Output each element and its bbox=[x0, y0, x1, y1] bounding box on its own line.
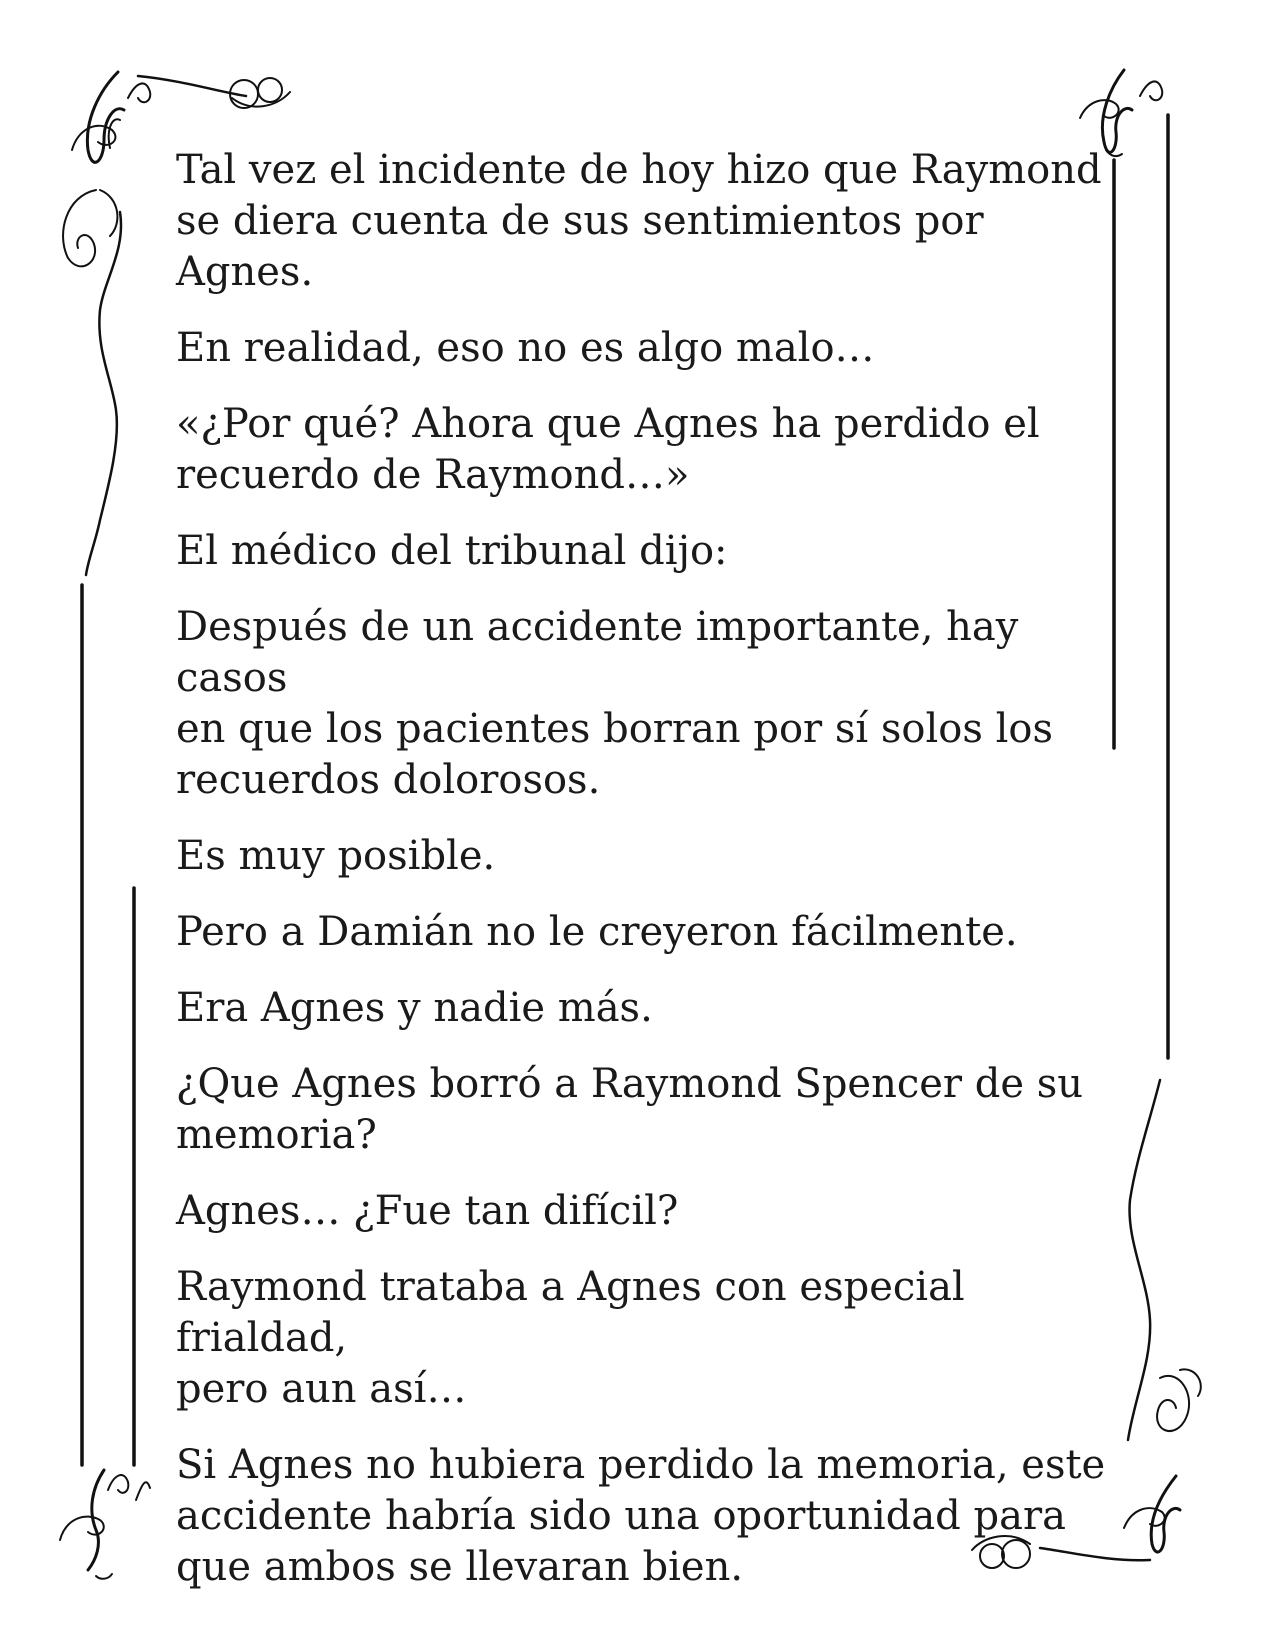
paragraph-6: Es muy posible. bbox=[176, 833, 496, 879]
paragraph-7: Pero a Damián no le creyeron fácilmente. bbox=[176, 909, 1018, 955]
paragraph-2: En realidad, eso no es algo malo… bbox=[176, 325, 875, 371]
paragraph-1: Tal vez el incidente de hoy hizo que Raymond se diera cuenta de sus sentimientos por Agnes. bbox=[176, 147, 1102, 295]
paragraph-12: Si Agnes no hubiera perdido la memoria, este accidente habría sido una oportunidad para que ambos se llevaran bien. bbox=[176, 1442, 1106, 1590]
paragraph-11: Raymond trataba a Agnes con especial frialdad, pero aun así… bbox=[176, 1264, 965, 1412]
paragraph-9: ¿Que Agnes borró a Raymond Spencer de su memoria? bbox=[176, 1061, 1084, 1158]
top-right-flourish-ornament bbox=[1080, 70, 1162, 156]
paragraph-3: «¿Por qué? Ahora que Agnes ha perdido el recuerdo de Raymond…» bbox=[176, 401, 1040, 498]
paragraph-10: Agnes… ¿Fue tan difícil? bbox=[176, 1188, 679, 1234]
bottom-left-flourish-ornament bbox=[60, 1470, 150, 1579]
paragraph-5: Después de un accidente importante, hay casos en que los pacientes borran por sí solos los recuerdos dolorosos. bbox=[176, 604, 1054, 803]
paragraph-8: Era Agnes y nadie más. bbox=[176, 985, 653, 1031]
story-text bbox=[176, 145, 1116, 1618]
paragraph-4: El médico del tribunal dijo: bbox=[176, 528, 728, 574]
